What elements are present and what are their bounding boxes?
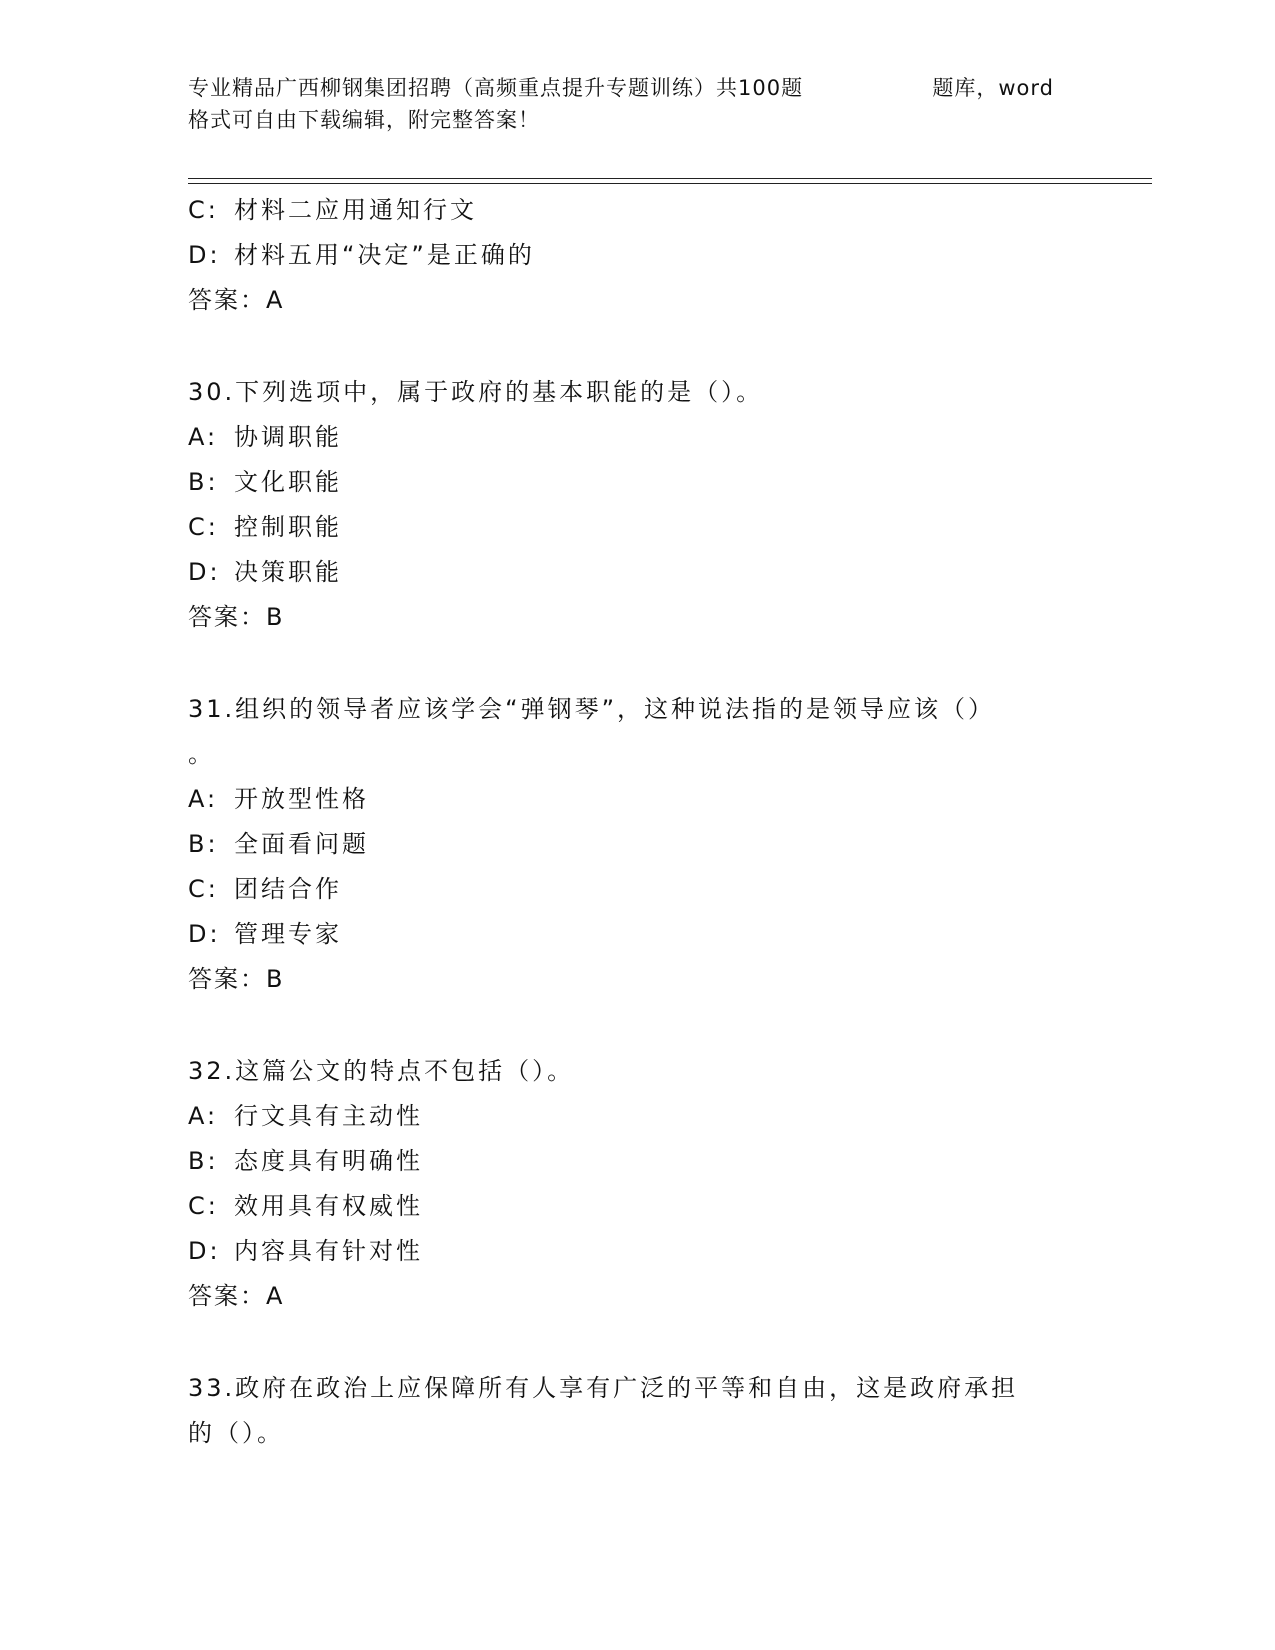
option-label: A: [188,785,219,813]
header-title: 专业精品广西柳钢集团招聘（高频重点提升专题训练）共100题 [188,76,804,100]
option-label: B: [188,1147,219,1175]
option-text: 文化职能 [234,468,342,496]
answer-line: 答案：A [188,286,285,314]
option-a [188,415,1088,460]
header-line-1 [188,72,1088,104]
option-text: 态度具有明确性 [234,1147,423,1175]
option-d [188,233,1088,278]
option-label: C: [188,196,219,224]
option-d [188,912,1088,957]
option-label: D: [188,920,221,948]
header-line-2: 格式可自由下载编辑，附完整答案！ [188,108,540,132]
option-c [188,1184,1088,1229]
option-a [188,1094,1088,1139]
header-rule-bottom [188,183,1152,184]
option-c [188,505,1088,550]
option-text: 协调职能 [234,423,342,451]
option-label: A: [188,1102,219,1130]
option-c [188,188,1088,233]
option-text: 材料五用“决定”是正确的 [234,241,535,269]
question-stem-continued: 。 [188,740,215,768]
option-text: 开放型性格 [234,785,369,813]
option-b [188,460,1088,505]
option-label: C: [188,513,219,541]
option-b [188,822,1088,867]
option-b [188,1139,1088,1184]
option-text: 团结合作 [234,875,342,903]
question-stem: 30.下列选项中，属于政府的基本职能的是（）。 [188,378,764,406]
option-text: 管理专家 [234,920,342,948]
option-text: 内容具有针对性 [234,1237,423,1265]
option-label: D: [188,558,221,586]
option-label: B: [188,468,219,496]
question-stem: 31.组织的领导者应该学会“弹钢琴”，这种说法指的是领导应该（） [188,695,996,723]
question-stem: 33.政府在政治上应保障所有人享有广泛的平等和自由，这是政府承担 [188,1374,1019,1402]
option-label: C: [188,1192,219,1220]
option-a [188,777,1088,822]
question-content [188,188,1088,1456]
option-text: 全面看问题 [234,830,369,858]
answer-line: 答案：B [188,965,285,993]
option-text: 控制职能 [234,513,342,541]
answer-line: 答案：A [188,1282,285,1310]
option-text: 效用具有权威性 [234,1192,423,1220]
page-header [188,72,1088,136]
answer-line: 答案：B [188,603,285,631]
option-label: D: [188,241,221,269]
option-label: D: [188,1237,221,1265]
question-stem-continued: 的（）。 [188,1419,284,1447]
header-title-tail: 题库，word [932,76,1054,100]
option-d [188,1229,1088,1274]
option-label: A: [188,423,219,451]
header-rule-top [188,178,1152,179]
option-text: 决策职能 [234,558,342,586]
option-label: C: [188,875,219,903]
option-label: B: [188,830,219,858]
option-d [188,550,1088,595]
option-c [188,867,1088,912]
option-text: 行文具有主动性 [234,1102,423,1130]
question-stem: 32.这篇公文的特点不包括（）。 [188,1057,575,1085]
option-text: 材料二应用通知行文 [234,196,477,224]
